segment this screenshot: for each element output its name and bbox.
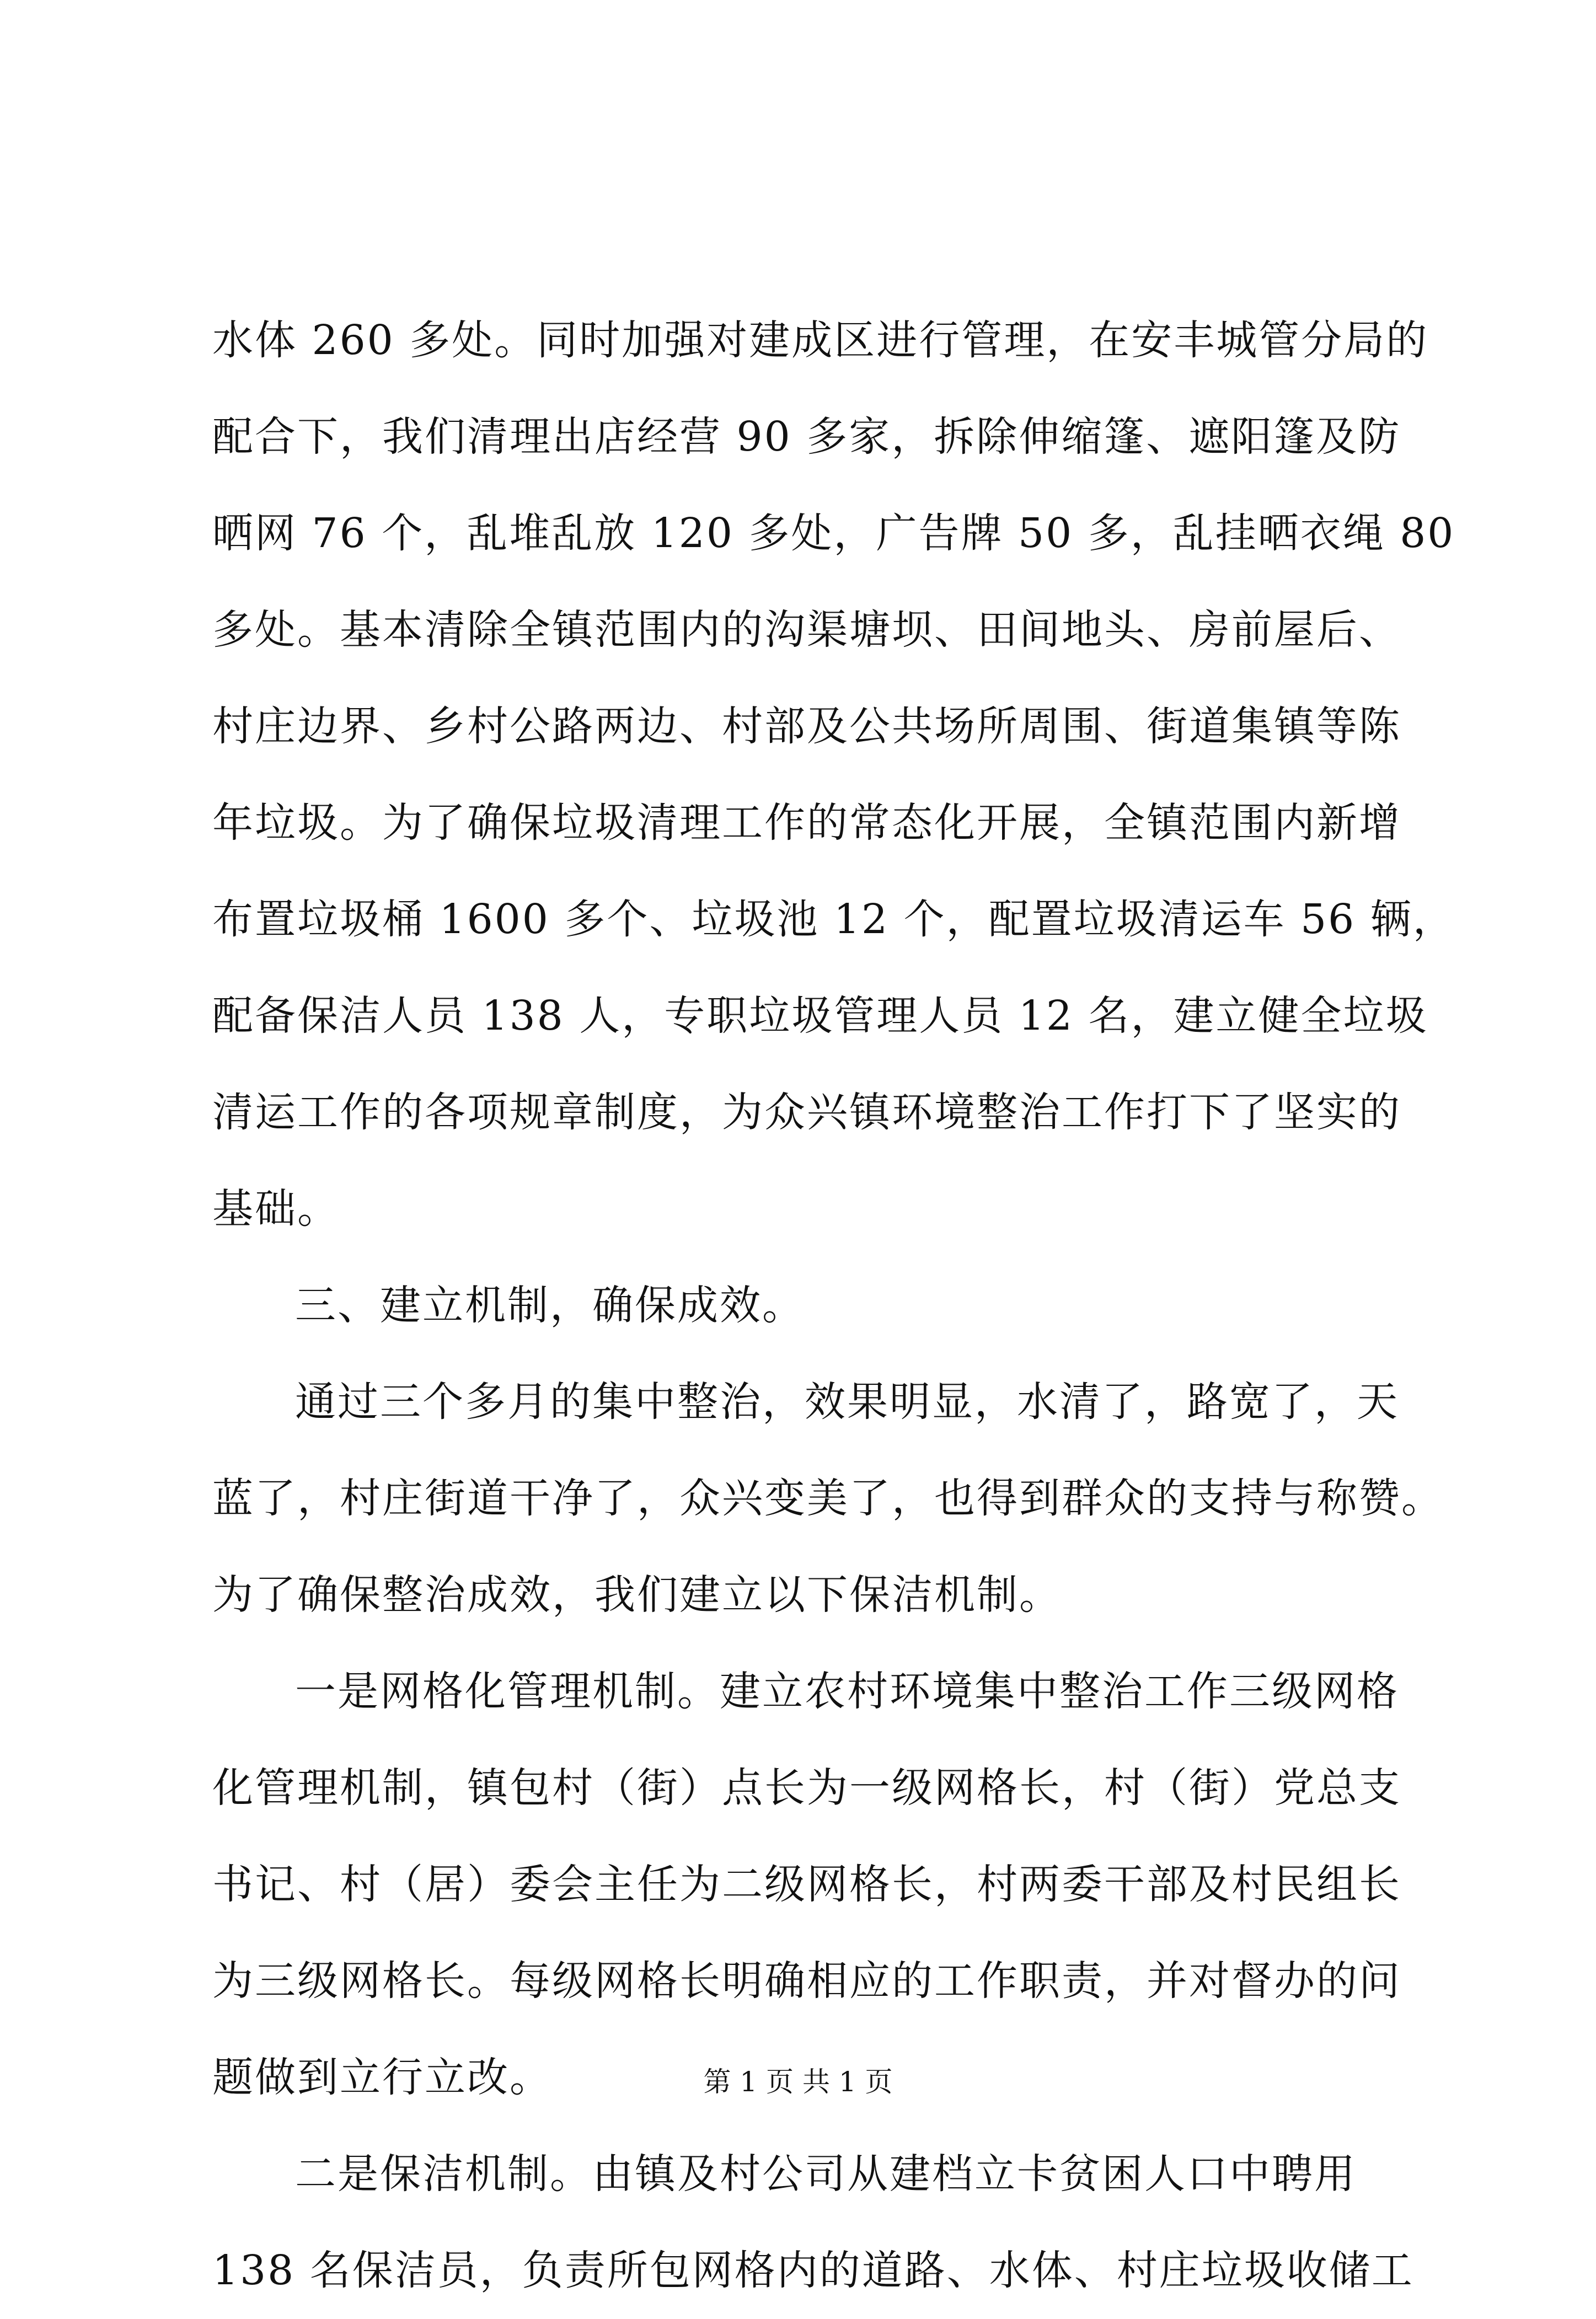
text-line: 题做到立行立改。 [212,2054,552,2101]
text-line: 年垃圾。为了确保垃圾清理工作的常态化开展，全镇范围内新增 [212,799,1401,847]
text-line: 清运工作的各项规章制度，为众兴镇环境整治工作打下了坚实的 [212,1089,1401,1136]
text-line: 配合下，我们清理出店经营 90 多家，拆除伸缩篷、遮阳篷及防 [212,413,1401,460]
text-line: 蓝了，村庄街道干净了，众兴变美了，也得到群众的支持与称赞。 [212,1475,1444,1522]
text-line: 化管理机制，镇包村（街）点长为一级网格长，村（街）党总支 [212,1764,1401,1812]
text-line: 通过三个多月的集中整治，效果明显，水清了，路宽了，天 [295,1378,1399,1426]
text-line: 基础。 [212,1185,340,1233]
document-body [212,292,1455,2319]
text-line: 多处。基本清除全镇范围内的沟渠塘坝、田间地头、房前屋后、 [212,606,1401,654]
text-line: 一是网格化管理机制。建立农村环境集中整治工作三级网格 [295,1668,1399,1715]
text-line: 二是保洁机制。由镇及村公司从建档立卡贫困人口中聘用 [295,2150,1357,2198]
text-line: 布置垃圾桶 1600 多个、垃圾池 12 个，配置垃圾清运车 56 辆， [212,896,1455,943]
text-line: 村庄边界、乡村公路两边、村部及公共场所周围、街道集镇等陈 [212,703,1401,750]
text-line: 书记、村（居）委会主任为二级网格长，村两委干部及村民组长 [212,1861,1401,1908]
text-line: 为三级网格长。每级网格长明确相应的工作职责，并对督办的问 [212,1957,1401,2005]
section-heading: 三、建立机制，确保成效。 [295,1282,805,1329]
text-line: 138 名保洁员，负责所包网格内的道路、水体、村庄垃圾收储工 [212,2247,1414,2294]
text-line: 配备保洁人员 138 人，专职垃圾管理人员 12 名，建立健全垃圾 [212,992,1428,1040]
text-line: 水体 260 多处。同时加强对建成区进行管理，在安丰城管分局的 [212,317,1429,364]
page-footer: 第 1 页 共 1 页 [703,2066,893,2098]
text-line: 为了确保整治成效，我们建立以下保洁机制。 [212,1571,1062,1619]
text-line: 晒网 76 个，乱堆乱放 120 多处，广告牌 50 多，乱挂晒衣绳 80 [212,510,1455,557]
